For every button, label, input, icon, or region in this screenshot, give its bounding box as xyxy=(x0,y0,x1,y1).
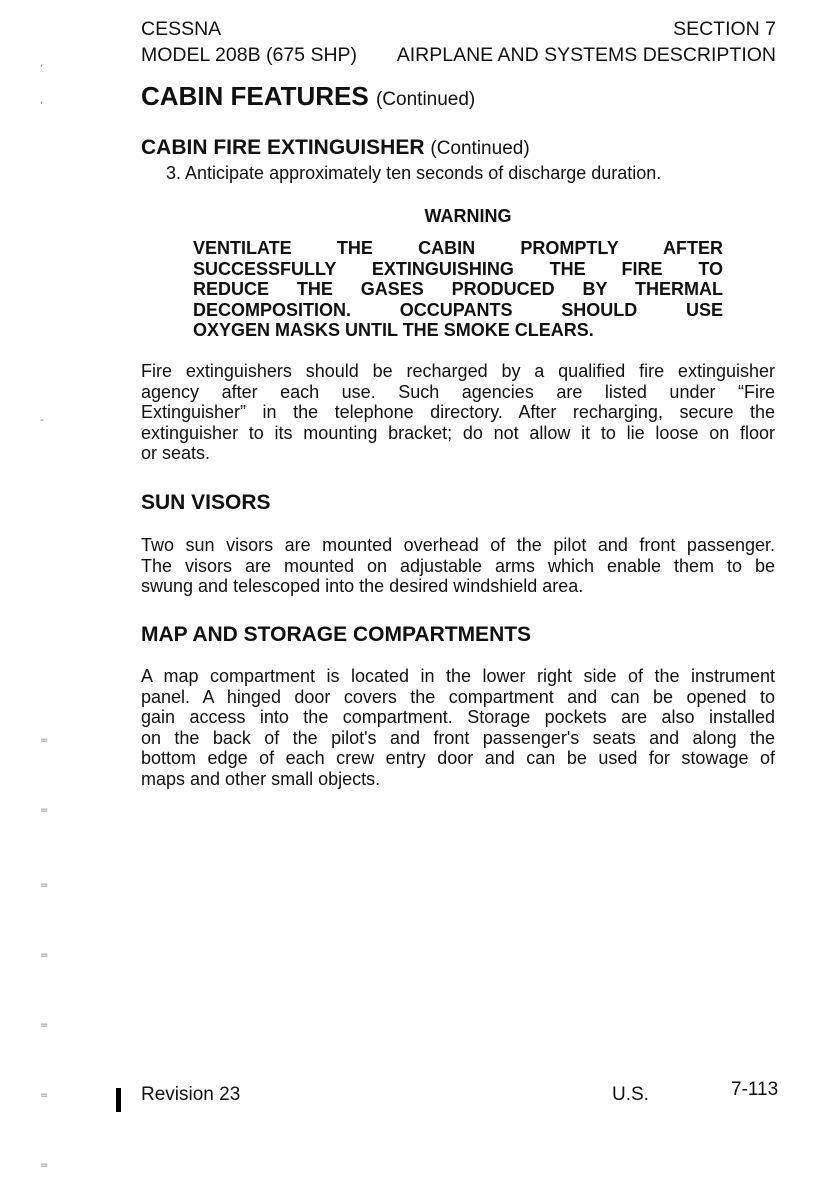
procedure-step-3: 3. Anticipate approximately ten seconds of discharge duration. xyxy=(166,163,662,183)
paragraph-line: Two sun visors are mounted overhead of the pilot and front passenger. xyxy=(141,535,775,555)
page-header-right xyxy=(397,16,776,68)
footer-page-number: 7-113 xyxy=(731,1079,779,1100)
warning-title: WARNING xyxy=(424,206,512,226)
header-model: MODEL 208B (675 SHP) xyxy=(141,44,358,66)
paragraph-line: Fire extinguishers should be recharged by a qualified fire extinguisher xyxy=(141,361,775,381)
warning-body xyxy=(193,238,723,341)
scan-mark: = xyxy=(40,950,49,961)
header-brand: CESSNA xyxy=(141,18,222,40)
header-section-title: AIRPLANE AND SYSTEMS DESCRIPTION xyxy=(396,44,776,66)
paragraph-line: Extinguisher” in the telephone directory. After recharging, secure the xyxy=(141,402,775,422)
scan-mark: = xyxy=(40,735,49,746)
fire-extinguisher-heading xyxy=(141,135,530,162)
paragraph-line: panel. A hinged door covers the compartment and can be opened to xyxy=(141,686,775,707)
footer-revision: Revision 23 xyxy=(141,1084,241,1105)
page-header-left xyxy=(141,16,357,68)
heading-title: CABIN FEATURES xyxy=(141,81,369,111)
paragraph-line: on the back of the pilot's and front passenger's seats and along the xyxy=(141,727,775,748)
sun-visors-heading: SUN VISORS xyxy=(141,491,271,514)
scan-mark: = xyxy=(40,880,49,891)
paragraph-line: maps and other small objects. xyxy=(141,768,381,789)
paragraph-line: gain access into the compartment. Storage pockets are also installed xyxy=(141,707,775,727)
heading-continued: (Continued) xyxy=(375,89,476,110)
revision-change-bar xyxy=(116,1088,121,1112)
header-section: SECTION 7 xyxy=(673,18,776,40)
paragraph-line: bottom edge of each crew entry door and can be used for stowage of xyxy=(141,748,775,768)
scan-mark: - xyxy=(40,415,44,426)
paragraph-line: The visors are mounted on adjustable arms which enable them to be xyxy=(141,555,775,576)
sun-visors-paragraph xyxy=(141,535,775,597)
binding-hole-marks xyxy=(40,0,70,1187)
scan-mark: , xyxy=(40,58,44,69)
fire-extinguisher-continued: (Continued) xyxy=(430,138,530,159)
paragraph-line: agency after each use. Such agencies are listed under “Fire xyxy=(141,381,775,402)
page-heading xyxy=(141,80,475,116)
fire-extinguisher-title: CABIN FIRE EXTINGUISHER xyxy=(141,136,425,159)
scan-mark: , xyxy=(40,95,44,106)
paragraph-line: or seats. xyxy=(141,443,211,463)
map-storage-heading: MAP AND STORAGE COMPARTMENTS xyxy=(141,623,532,646)
map-storage-paragraph xyxy=(141,666,775,789)
warning-line: DECOMPOSITION. OCCUPANTS SHOULD USE xyxy=(193,299,723,320)
scan-mark: = xyxy=(40,1090,49,1101)
warning-line: OXYGEN MASKS UNTIL THE SMOKE CLEARS. xyxy=(193,320,594,340)
recharge-paragraph xyxy=(141,361,775,464)
warning-line: VENTILATE THE CABIN PROMPTLY AFTER xyxy=(193,238,723,258)
paragraph-line: A map compartment is located in the lower right side of the instrument xyxy=(141,666,775,686)
paragraph-line: swung and telescoped into the desired windshield area. xyxy=(141,576,584,596)
scan-mark: = xyxy=(40,805,49,816)
warning-line: REDUCE THE GASES PRODUCED BY THERMAL xyxy=(193,279,723,299)
scan-mark: = xyxy=(40,1020,49,1031)
paragraph-line: extinguisher to its mounting bracket; do not allow it to lie loose on floor xyxy=(141,422,775,443)
warning-line: SUCCESSFULLY EXTINGUISHING THE FIRE TO xyxy=(193,258,723,279)
footer-region: U.S. xyxy=(612,1084,649,1105)
scan-mark: = xyxy=(40,1160,49,1171)
